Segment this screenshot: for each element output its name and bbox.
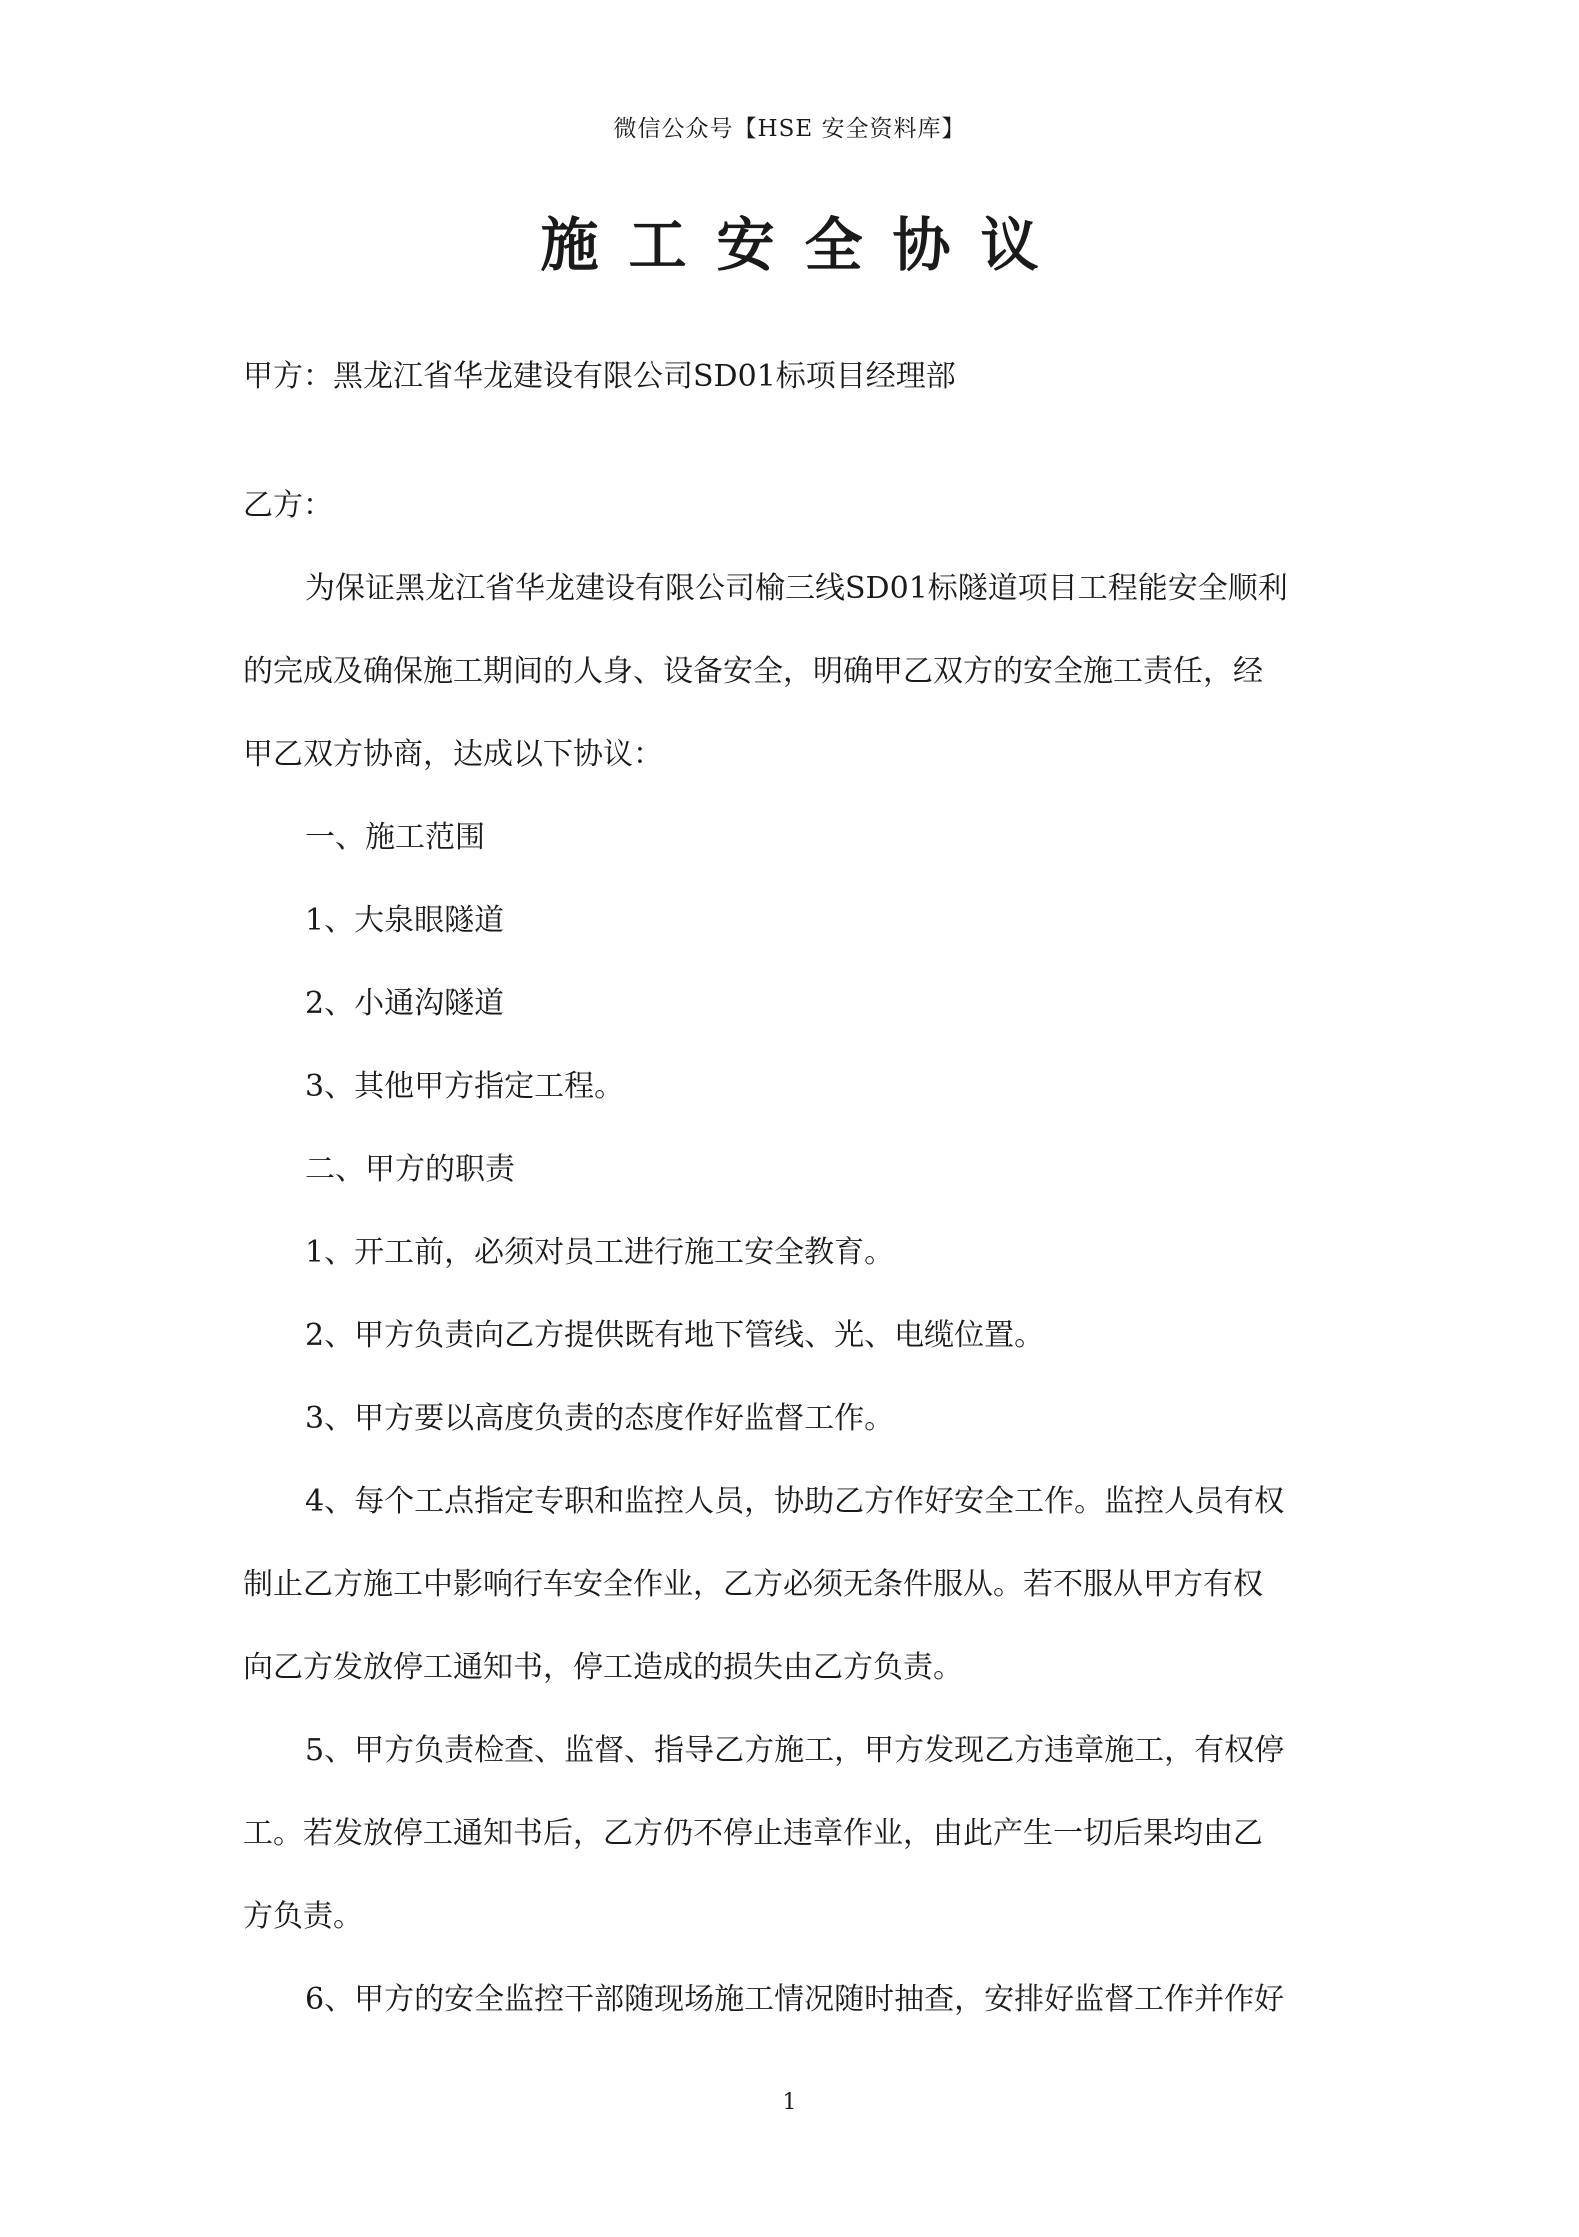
body-line: 3、其他甲方指定工程。 bbox=[305, 1069, 625, 1104]
body-line: 2、甲方负责向乙方提供既有地下管线、光、电缆位置。 bbox=[305, 1318, 1045, 1353]
header-note: 微信公众号【HSE 安全资料库】 bbox=[613, 116, 966, 142]
body-line: 为保证黑龙江省华龙建设有限公司榆三线SD01标隧道项目工程能安全顺利 bbox=[305, 571, 1288, 606]
body-line: 2、小通沟隧道 bbox=[305, 986, 505, 1021]
body-line: 1、开工前，必须对员工进行施工安全教育。 bbox=[305, 1235, 895, 1270]
body-line: 制止乙方施工中影响行车安全作业，乙方必须无条件服从。若不服从甲方有权 bbox=[243, 1567, 1263, 1602]
section-heading: 一、施工范围 bbox=[305, 820, 485, 855]
body-line: 的完成及确保施工期间的人身、设备安全，明确甲乙双方的安全施工责任，经 bbox=[243, 654, 1263, 689]
party-b-line: 乙方： bbox=[243, 488, 333, 523]
body-line: 向乙方发放停工通知书，停工造成的损失由乙方负责。 bbox=[243, 1650, 963, 1685]
body-line: 4、每个工点指定专职和监控人员，协助乙方作好安全工作。监控人员有权 bbox=[305, 1484, 1285, 1519]
body-line: 方负责。 bbox=[243, 1899, 363, 1934]
body-line: 5、甲方负责检查、监督、指导乙方施工，甲方发现乙方违章施工，有权停 bbox=[305, 1733, 1285, 1768]
body-line: 工。若发放停工通知书后，乙方仍不停止违章作业，由此产生一切后果均由乙 bbox=[243, 1816, 1263, 1851]
body-line: 6、甲方的安全监控干部随现场施工情况随时抽查，安排好监督工作并作好 bbox=[305, 1982, 1285, 2017]
party-a-line: 甲方：黑龙江省华龙建设有限公司SD01标项目经理部 bbox=[243, 359, 956, 394]
document-title: 施工安全协议 bbox=[540, 211, 1069, 279]
section-heading: 二、甲方的职责 bbox=[305, 1152, 515, 1187]
body-line: 1、大泉眼隧道 bbox=[305, 903, 505, 938]
body-line: 3、甲方要以高度负责的态度作好监督工作。 bbox=[305, 1401, 895, 1436]
body-line: 甲乙双方协商，达成以下协议： bbox=[243, 737, 663, 772]
page-number: 1 bbox=[782, 2090, 797, 2115]
